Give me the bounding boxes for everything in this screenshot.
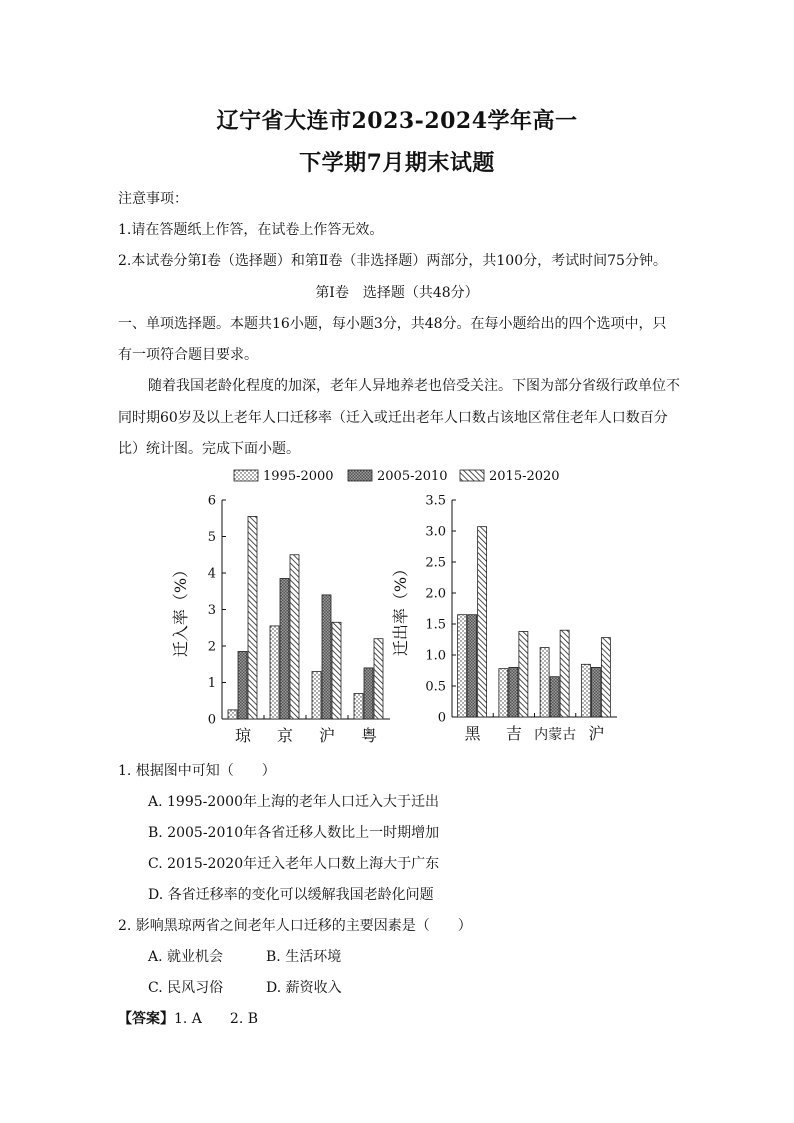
q1-option-a: A. 1995-2000年上海的老年人口迁入大于迁出 xyxy=(148,794,439,810)
left-ytick-label: 0 xyxy=(207,712,216,728)
legend-label-2015-2020: 2015-2020 xyxy=(489,469,560,484)
migration-rate-figure xyxy=(0,460,794,760)
q2-option-b: B. 生活环境 xyxy=(266,949,342,965)
answer-text: 1. A 2. B xyxy=(174,1011,259,1027)
left-bar-粤-2005-2010 xyxy=(364,668,373,719)
left-bar-沪-1995-2000 xyxy=(312,672,321,719)
right-bar-吉-2015-2020 xyxy=(519,631,528,717)
immigration-rate-chart xyxy=(171,494,390,746)
left-ytick-label: 6 xyxy=(207,493,216,509)
left-category-label: 沪 xyxy=(318,726,336,745)
q1-option-b: B. 2005-2010年各省迁移人数比上一时期增加 xyxy=(148,825,440,841)
left-bar-京-2005-2010 xyxy=(280,578,289,719)
left-bar-京-1995-2000 xyxy=(270,626,279,719)
right-bar-黑-1995-2000 xyxy=(458,615,467,717)
notes-heading: 注意事项： xyxy=(118,191,188,207)
right-ytick-label: 2.0 xyxy=(425,586,446,602)
right-bar-沪-1995-2000 xyxy=(581,664,590,717)
left-category-label: 琼 xyxy=(234,726,252,745)
legend-label-2005-2010: 2005-2010 xyxy=(377,469,448,484)
left-ytick-label: 5 xyxy=(207,530,216,545)
passage-line2: 同时期60岁及以上老年人口迁移率（迁入或迁出老年人口数占该地区常住老年人口数百分 xyxy=(118,410,668,426)
q2-option-c: C. 民风习俗 xyxy=(148,980,224,996)
q1-stem: 1. 根据图中可知（ ） xyxy=(118,763,276,779)
legend-swatch-2015-2020 xyxy=(460,470,484,481)
right-ytick-label: 0.5 xyxy=(425,679,446,695)
legend-swatch-1995-2000 xyxy=(234,470,258,481)
right-bar-内蒙古-1995-2000 xyxy=(540,648,549,717)
left-ytick-label: 2 xyxy=(207,639,216,655)
left-bar-沪-2005-2010 xyxy=(322,595,331,719)
q1-option-c: C. 2015-2020年迁入老年人口数上海大于广东 xyxy=(148,856,440,872)
left-ytick-label: 1 xyxy=(207,676,216,691)
right-ytick-label: 3.0 xyxy=(425,524,446,540)
right-bar-吉-1995-2000 xyxy=(499,669,508,717)
right-category-label: 黑 xyxy=(464,724,481,743)
right-ytick-label: 0 xyxy=(437,710,446,726)
right-ytick-label: 1.0 xyxy=(425,648,446,664)
left-category-label: 京 xyxy=(276,726,294,745)
right-bar-黑-2005-2010 xyxy=(468,615,477,717)
left-ytick-label: 3 xyxy=(207,603,216,618)
right-ytick-label: 2.5 xyxy=(425,555,446,571)
left-y-axis-label: 迁入率（%） xyxy=(171,561,190,658)
q2-option-d: D. 薪资收入 xyxy=(266,980,342,996)
right-bar-沪-2005-2010 xyxy=(591,667,600,717)
left-bar-粤-2015-2020 xyxy=(374,639,383,719)
note-1: 1.请在答题纸上作答，在试卷上作答无效。 xyxy=(118,222,384,238)
right-bar-黑-2015-2020 xyxy=(478,527,487,717)
passage-line1: 随着我国老龄化程度的加深，老年人异地养老也倍受关注。下图为部分省级行政单位不 xyxy=(148,378,680,394)
right-bar-吉-2005-2010 xyxy=(509,667,518,717)
section-title: 第Ⅰ卷 选择题（共48分） xyxy=(315,285,479,301)
right-category-label: 吉 xyxy=(505,724,522,743)
exam-title-line2: 下学期7月期末试题 xyxy=(299,150,495,176)
left-ytick-label: 4 xyxy=(207,566,216,582)
answer-line xyxy=(118,1008,258,1028)
q2-option-a: A. 就业机会 xyxy=(148,949,224,965)
right-bar-内蒙古-2015-2020 xyxy=(560,630,569,717)
right-bar-沪-2015-2020 xyxy=(601,638,610,717)
right-ytick-label: 1.5 xyxy=(425,617,446,633)
legend-label-1995-2000: 1995-2000 xyxy=(263,469,334,484)
note-2: 2.本试卷分第Ⅰ卷（选择题）和第Ⅱ卷（非选择题）两部分，共100分，考试时间75分钟。 xyxy=(118,253,667,269)
chart-legend xyxy=(234,469,560,484)
left-bar-京-2015-2020 xyxy=(290,555,299,719)
emigration-rate-chart xyxy=(391,494,617,744)
right-y-axis-label: 迁出率（%） xyxy=(391,560,410,657)
left-bar-琼-2015-2020 xyxy=(248,516,257,719)
left-category-label: 粤 xyxy=(360,726,378,745)
right-bar-内蒙古-2005-2010 xyxy=(550,677,559,717)
right-ytick-label: 3.5 xyxy=(425,493,446,509)
exam-title-line1: 辽宁省大连市2023-2024学年高一 xyxy=(216,108,578,134)
q2-stem: 2. 影响黑琼两省之间老年人口迁移的主要因素是（ ） xyxy=(118,918,472,934)
left-bar-琼-1995-2000 xyxy=(228,710,237,719)
part-intro-line1: 一、单项选择题。本题共16小题，每小题3分，共48分。在每小题给出的四个选项中，只 xyxy=(118,316,667,332)
left-bar-沪-2015-2020 xyxy=(332,622,341,719)
part-intro-line2: 有一项符合题目要求。 xyxy=(118,347,258,363)
left-bar-琼-2005-2010 xyxy=(238,651,247,719)
right-category-label: 内蒙古 xyxy=(534,727,577,743)
answer-label: 【答案】 xyxy=(118,1011,174,1027)
q1-option-d: D. 各省迁移率的变化可以缓解我国老龄化问题 xyxy=(148,887,434,903)
legend-swatch-2005-2010 xyxy=(348,470,372,481)
passage-line3: 比）统计图。完成下面小题。 xyxy=(118,441,300,457)
right-category-label: 沪 xyxy=(588,724,605,743)
left-bar-粤-1995-2000 xyxy=(354,693,363,719)
